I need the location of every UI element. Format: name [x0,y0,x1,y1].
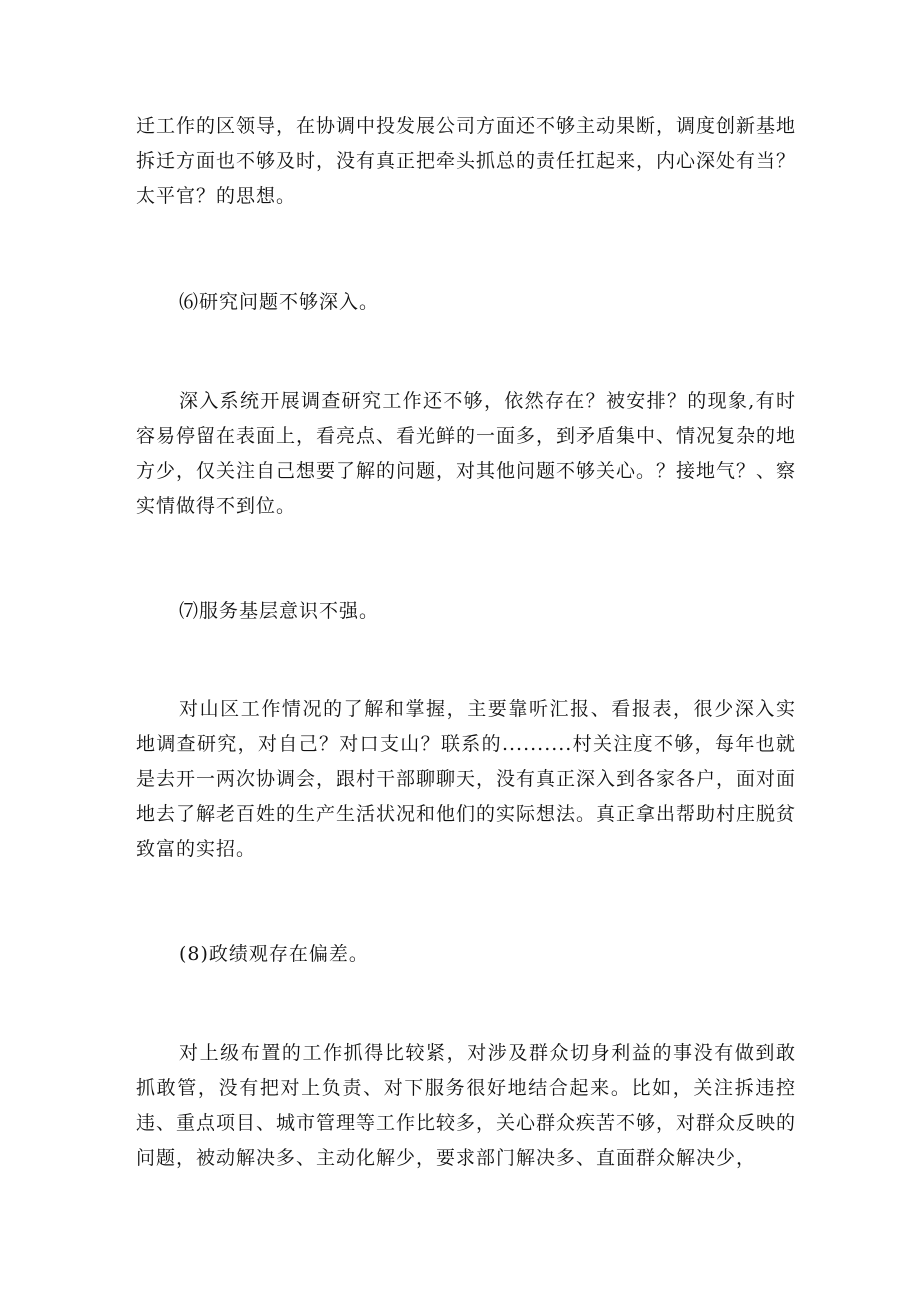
paragraph-performance-view: 对上级布置的工作抓得比较紧，对涉及群众切身利益的事没有做到敢抓敢管，没有把对上负责、对下服务很好地结合起来。比如，关注拆违控违、重点项目、城市管理等工作比较多，关心群众疾苦不够，对群众反映的问题，被动解决多、主动化解少，要求部门解决多、直面群众解决少， [136,1042,797,1169]
paragraph-grassroots-service: 对山区工作情况的了解和掌握，主要靠听汇报、看报表，很少深入实地调查研究，对自己？对口支山？联系的..........村关注度不够，每年也就是去开一两次协调会，跟村干部聊聊天，没有真正深入到各家各户，面对面地去了解老百姓的生产生活状况和他们的实际想法。真正拿出帮助村庄脱贫致富的实招。 [136,698,797,860]
section-heading-8: (8)政绩观存在偏差。 [179,943,369,965]
section-heading-7: ⑺服务基层意识不强。 [179,600,380,622]
paragraph-continuation: 迁工作的区领导，在协调中投发展公司方面还不够主动果断，调度创新基地拆迁方面也不够及时，没有真正把牵头抓总的责任扛起来，内心深处有当？太平官？的思想。 [136,115,797,207]
section-heading-6: ⑹研究问题不够深入。 [179,291,380,313]
paragraph-research: 深入系统开展调查研究工作还不够，依然存在？被安排？的现象,有时容易停留在表面上，看亮点、看光鲜的一面多，到矛盾集中、情况复杂的地方少，仅关注自己想要了解的问题，对其他问题不够关心。？接地气？、察实情做得不到位。 [136,390,797,517]
